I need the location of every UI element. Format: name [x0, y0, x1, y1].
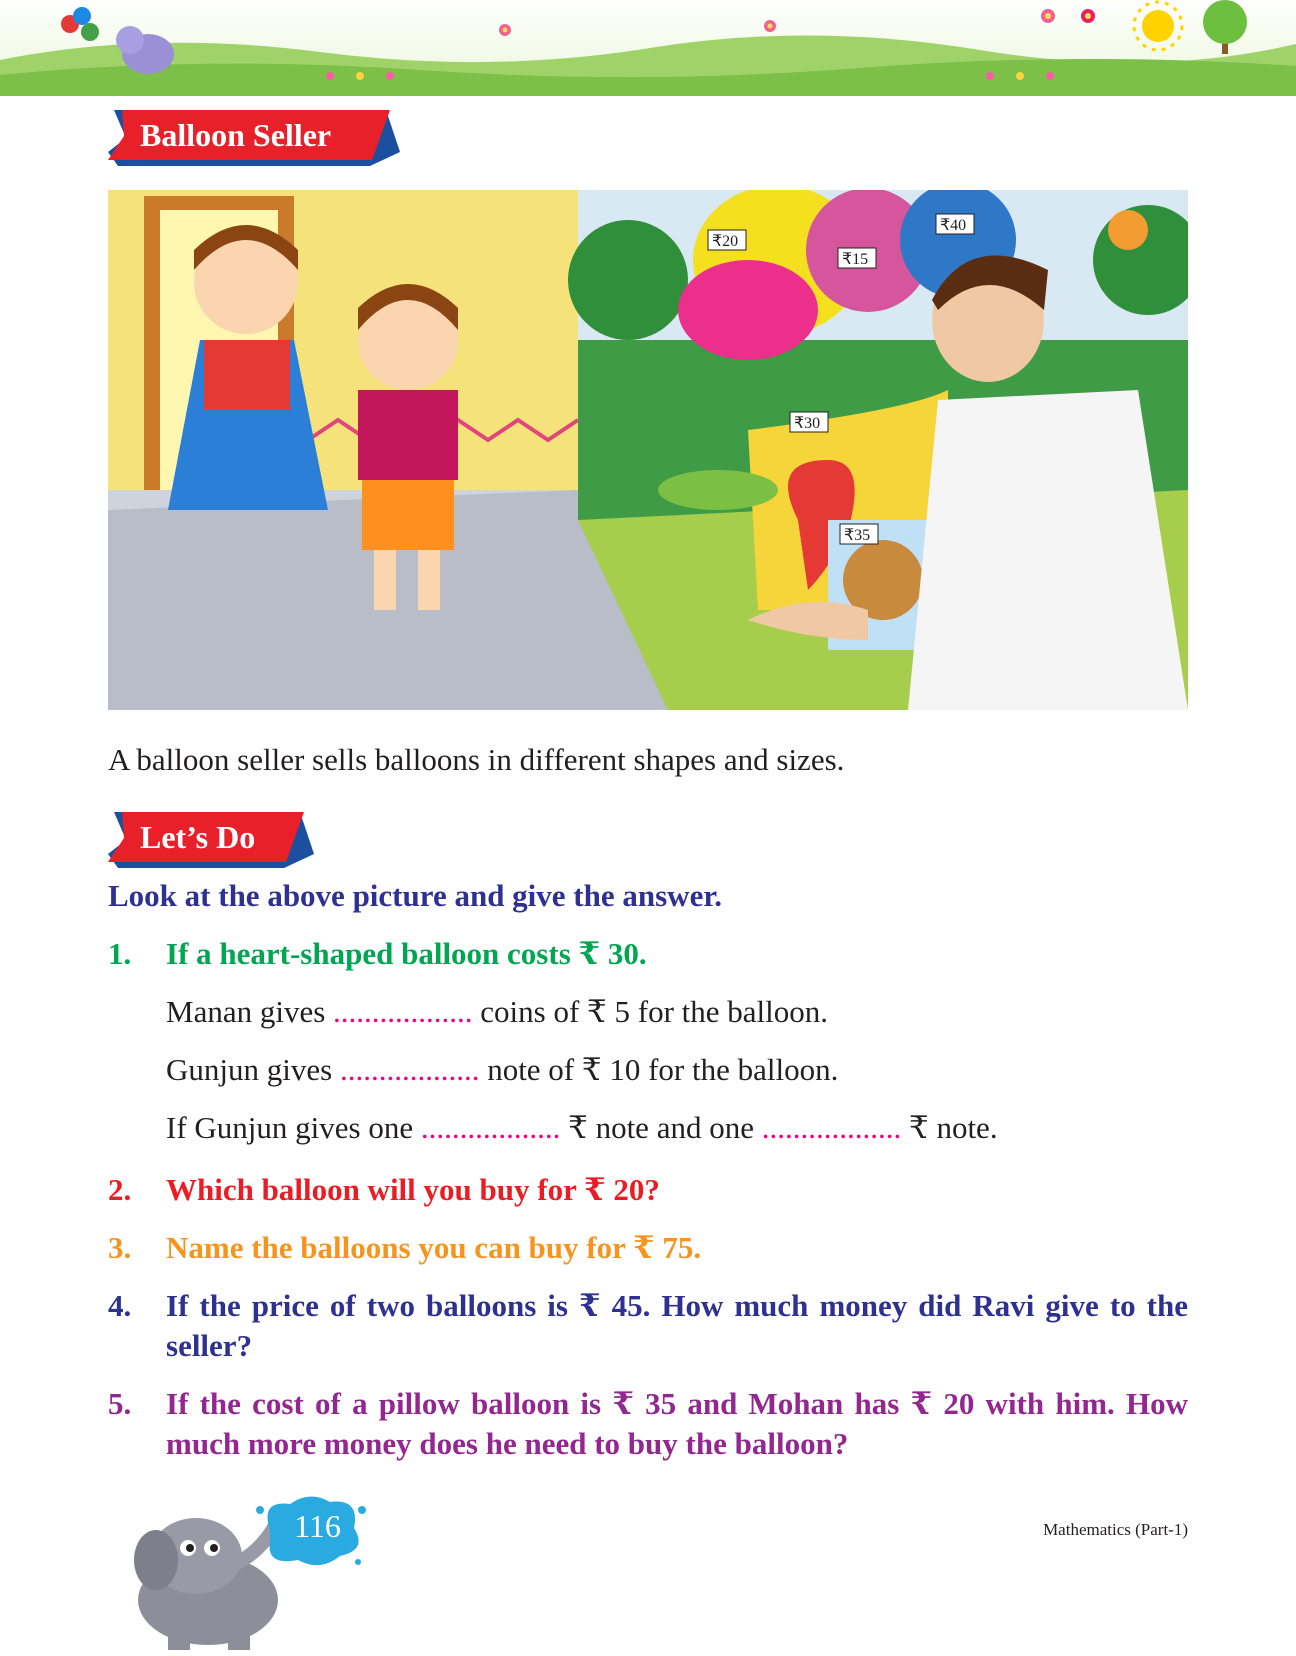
balloon-seller-illustration	[108, 190, 1188, 710]
fill-text: coins of ₹ 5 for the balloon.	[472, 994, 829, 1029]
price-tag-20: ₹20	[712, 233, 739, 250]
price-tag-35: ₹35	[844, 527, 871, 544]
fill-text: Gunjun gives	[166, 1052, 340, 1087]
price-tag-30: ₹30	[794, 415, 821, 432]
fill-text: If Gunjun gives one	[166, 1110, 421, 1145]
page-number: 116	[294, 1508, 341, 1544]
fill-blank-line-1	[166, 992, 828, 1032]
page-number-badge	[250, 1490, 370, 1570]
question-text: If the price of two balloons is ₹ 45. How much money did Ravi give to the seller?	[166, 1288, 1188, 1363]
caption-text: A balloon seller sells balloons in different shapes and sizes.	[108, 742, 845, 777]
fill-blank-line-3	[166, 1108, 998, 1148]
question-number: 4.	[108, 1288, 132, 1323]
question-number: 5.	[108, 1386, 132, 1421]
section-title: Balloon Seller	[140, 117, 332, 153]
question-number: 2.	[108, 1172, 132, 1207]
price-tag-40: ₹40	[940, 217, 967, 234]
fill-text: ₹ note.	[901, 1110, 998, 1145]
fill-text: note of ₹ 10 for the balloon.	[479, 1052, 839, 1087]
question-number: 3.	[108, 1230, 132, 1265]
activity-title: Let’s Do	[140, 819, 256, 855]
section-title-tag	[108, 110, 400, 160]
answer-blank: ..................	[761, 1110, 902, 1145]
activity-title-tag	[108, 812, 314, 862]
answer-blank: ..................	[420, 1110, 561, 1145]
header-decoration	[0, 0, 1296, 96]
question-text: Which balloon will you buy for ₹ 20?	[166, 1172, 660, 1207]
question-text: Name the balloons you can buy for ₹ 75.	[166, 1230, 702, 1265]
question-number: 1.	[108, 936, 132, 971]
subject-footer: Mathematics (Part-1)	[1043, 1520, 1188, 1539]
fill-text: Manan gives	[166, 994, 334, 1029]
answer-blank: ..................	[333, 994, 473, 1029]
question-text: If a heart-shaped balloon costs ₹ 30.	[166, 936, 647, 971]
price-tag-15: ₹15	[842, 251, 869, 268]
fill-blank-line-2	[166, 1050, 838, 1090]
answer-blank: ..................	[339, 1052, 480, 1087]
question-text: If the cost of a pillow balloon is ₹ 35 and Mohan has ₹ 20 with him. How much more money does he need to buy the balloon?	[166, 1386, 1188, 1461]
instruction-text: Look at the above picture and give the answer.	[108, 878, 722, 913]
fill-text: ₹ note and one	[560, 1110, 762, 1145]
